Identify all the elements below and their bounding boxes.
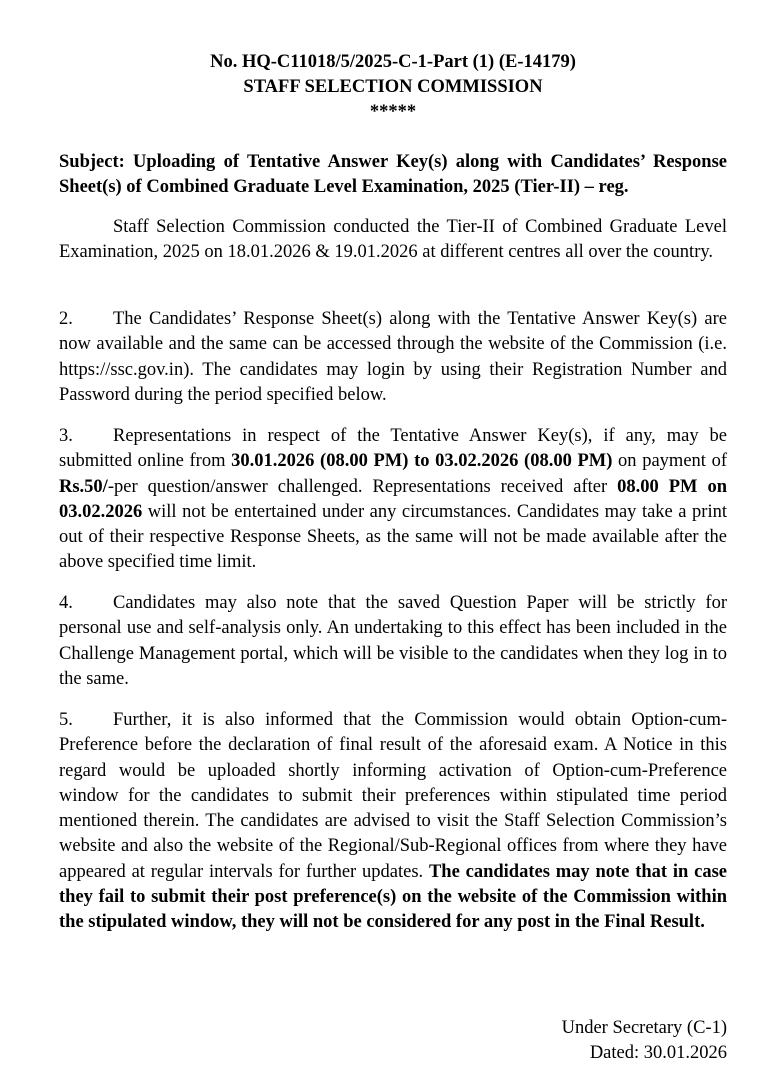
paragraph-1-text: Staff Selection Commission conducted the Tier-II of Combined Graduate Level Examination, 2025 on 18.01.2026 & 19.01.2026 at different centres all over the country. [59, 217, 727, 263]
document-header [59, 50, 727, 125]
issue-date: Dated: 30.01.2026 [589, 1043, 727, 1063]
signature-block [562, 1016, 727, 1066]
challenge-fee: Rs.50/ [59, 476, 108, 497]
paragraph-2 [59, 307, 727, 408]
paragraph-2-text: The Candidates’ Response Sheet(s) along with the Tentative Answer Key(s) are now available and the same can be accessed through the website of the Commission (i.e. https://ssc.gov.in). The candidates may login by using their Registration Number and Password during the period specified below. [59, 309, 727, 405]
subject-text: Subject: Uploading of Tentative Answer Key(s) along with Candidates’ Response Sheet(s) of Combined Graduate Level Examination, 2025 (Tier-II) – reg. [59, 152, 727, 197]
separator-stars: ***** [369, 102, 417, 122]
paragraph-number: 4. [59, 593, 73, 613]
paragraph-number: 5. [59, 710, 73, 730]
challenge-deadline: 08.00 PM on 03.02.2026 [59, 476, 727, 522]
reference-number: No. HQ-C11018/5/2025-C-1-Part (1) (E-14179) [210, 52, 576, 72]
organization-name: STAFF SELECTION COMMISSION [243, 77, 543, 97]
challenge-window-dates: 30.01.2026 (08.00 PM) to 03.02.2026 (08.00 PM) [231, 451, 613, 472]
paragraph-3-text: on payment of [612, 451, 727, 472]
paragraph-4 [59, 591, 727, 692]
paragraph-5-text: Further, it is also informed that the Commission would obtain Option-cum-Preference before the declaration of final result of the aforesaid exam. A Notice in this regard would be uploaded shortly informing activation of Option-cum-Preference window for the candidates to submit their preferences within stipulated time period mentioned therein. The candidates are advised to visit the Staff Selection Commission’s website and also the website of the Regional/Sub-Regional offices from where they have appeared at regular intervals for further updates. [59, 710, 727, 882]
paragraph-3-text: will not be entertained under any circumstances. Candidates may take a print out of their respective Response Sheets, as the same will not be made available after the above specified time limit. [59, 501, 727, 573]
paragraph-4-text: Candidates may also note that the saved Question Paper will be strictly for personal use and self-analysis only. An undertaking to this effect has been included in the Challenge Management portal, which will be visible to the candidates when they log in to the same. [59, 593, 727, 689]
paragraph-3-text: -per question/answer challenged. Representations received after [107, 476, 618, 497]
paragraph-5 [59, 708, 727, 936]
paragraph-3-text: Representations in respect of the Tentative Answer Key(s), if any, may be submitted online from [59, 426, 727, 472]
signatory-designation: Under Secretary (C-1) [561, 1018, 727, 1038]
subject-line [59, 150, 727, 200]
important-note: The candidates may note that in case they fail to submit their post preference(s) on the website of the Commission within the stipulated window, they will not be considered for any post in the Final Result. [59, 861, 727, 933]
paragraph-1 [59, 215, 727, 266]
paragraph-number: 2. [59, 309, 73, 329]
paragraph-number: 3. [59, 426, 73, 446]
paragraph-3 [59, 424, 727, 576]
